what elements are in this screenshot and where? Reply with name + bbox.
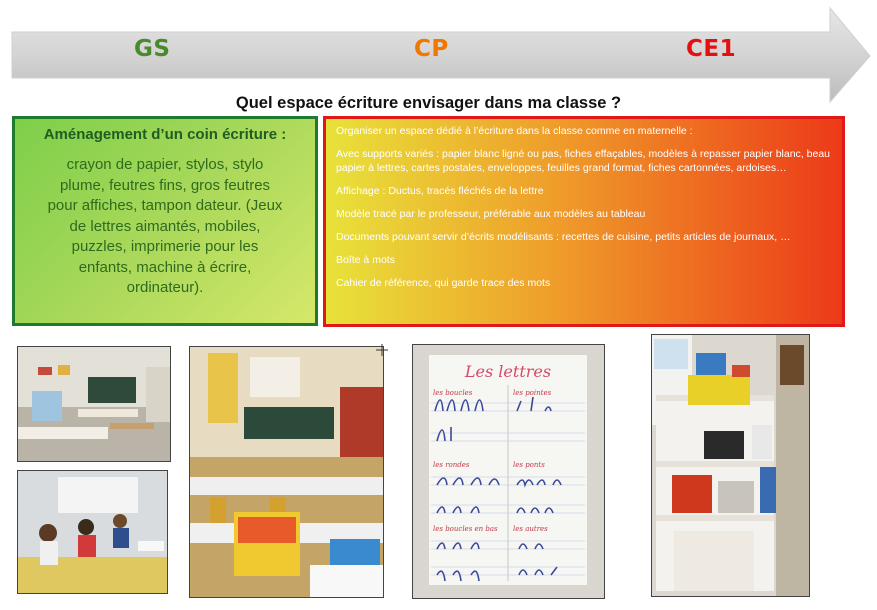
level-gs: GS bbox=[134, 36, 171, 62]
writing-corner-title: Aménagement d’un coin écriture : bbox=[43, 126, 287, 143]
page-title: Quel espace écriture envisager dans ma classe ? bbox=[235, 94, 622, 112]
crosshair-cursor-icon bbox=[376, 344, 388, 356]
writing-space-box bbox=[323, 116, 845, 327]
writing-space-item: Avec supports variés : papier blanc ligné ou pas, fiches effaçables, modèles à repasser papier blanc, beau papier à lettres, cartes postales, enveloppes, feuilles grand format, fiches cartonnées, ardoises… bbox=[336, 148, 830, 174]
poster-label: les autres bbox=[513, 525, 548, 533]
writing-space-item: Affichage : Ductus, tracés fléchés de la lettre bbox=[336, 184, 544, 197]
writing-space-item: Boîte à mots bbox=[336, 253, 395, 266]
writing-corner-box bbox=[12, 116, 318, 326]
poster-label: les ponts bbox=[513, 461, 545, 469]
letters-poster-photo bbox=[412, 344, 605, 599]
poster-title: Les lettres bbox=[464, 362, 552, 381]
writing-corner-photo bbox=[189, 346, 384, 598]
writing-space-item: Cahier de référence, qui garde trace des mots bbox=[336, 276, 551, 289]
writing-corner-line: de lettres aimantés, mobiles, bbox=[69, 217, 261, 235]
shelf-photo bbox=[651, 334, 810, 597]
writing-corner-list bbox=[23, 155, 307, 299]
writing-corner-line: puzzles, imprimerie pour les bbox=[71, 238, 259, 255]
poster-label: les pointes bbox=[513, 389, 552, 397]
poster-label: les boucles en bas bbox=[433, 525, 498, 533]
level-ce1: CE1 bbox=[686, 36, 737, 62]
poster-label: les boucles bbox=[433, 389, 473, 397]
writing-space-item: Organiser un espace dédié à l’écriture dans la classe comme en maternelle : bbox=[336, 125, 693, 137]
level-cp: CP bbox=[414, 36, 449, 62]
writing-space-item: Documents pouvant servir d’écrits modélisants : recettes de cuisine, petits articles de journaux, … bbox=[336, 230, 791, 243]
classroom-photo-2 bbox=[17, 470, 168, 594]
poster-label: les rondes bbox=[433, 461, 470, 469]
writing-corner-line: pour affiches, tampon dateur. (Jeux bbox=[47, 197, 283, 214]
writing-space-item: Modèle tracé par le professeur, préférable aux modèles au tableau bbox=[336, 207, 646, 220]
classroom-photo-1 bbox=[17, 346, 171, 462]
writing-corner-line: crayon de papier, stylos, stylo bbox=[66, 156, 264, 173]
writing-corner-line: enfants, machine à écrire, bbox=[78, 258, 252, 276]
writing-corner-line: plume, feutres fins, gros feutres bbox=[59, 176, 271, 194]
writing-corner-line: ordinateur). bbox=[126, 279, 204, 296]
